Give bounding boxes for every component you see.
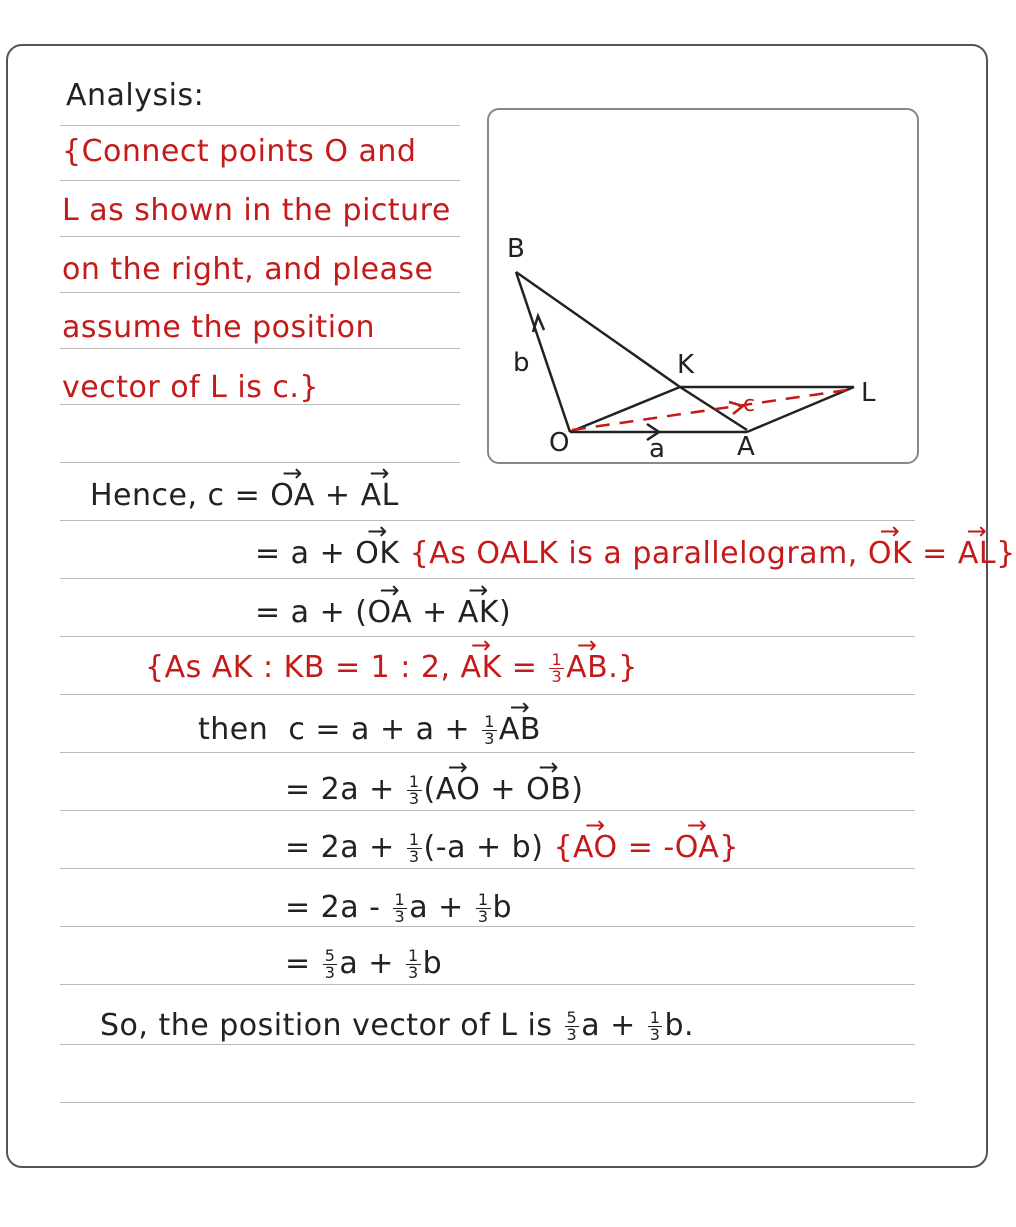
work-line: [285, 830, 739, 865]
expression-text: }: [719, 830, 739, 865]
fraction-numerator: 1: [551, 650, 563, 669]
segment-al: [747, 387, 854, 432]
vector-diagram: [487, 108, 919, 464]
arrow-c-icon: [729, 402, 743, 414]
segment-ka: [680, 387, 747, 430]
fraction-numerator: 1: [477, 890, 489, 909]
expression-text: +: [480, 772, 527, 807]
work-line: [285, 946, 442, 981]
work-line: [198, 712, 541, 747]
intro-line: L as shown in the picture: [62, 193, 451, 228]
expression-text: +: [412, 595, 458, 630]
expression-text: a +: [339, 946, 404, 981]
work-line: [100, 1008, 694, 1043]
expression-text: then c = a + a +: [198, 712, 481, 747]
fraction-numerator: 1: [408, 772, 420, 791]
expression-text: (-a + b): [423, 830, 554, 865]
vector-term: → OA: [675, 830, 720, 865]
intro-line: vector of L is c.}: [62, 370, 320, 405]
expression-text: = 2a +: [285, 830, 405, 865]
fraction-denominator: 3: [477, 907, 489, 926]
fraction: [323, 948, 338, 981]
ruled-line: [60, 694, 915, 695]
expression-text: = 2a -: [285, 890, 391, 925]
fraction-denominator: 3: [484, 729, 495, 748]
fraction: [549, 652, 564, 685]
fraction: [407, 774, 422, 807]
expression-text: b.: [664, 1008, 695, 1043]
work-line: [285, 772, 584, 807]
ruled-line: [60, 752, 915, 753]
vector-term: → AK: [461, 650, 502, 685]
expression-text: +: [314, 478, 361, 513]
fraction: [406, 948, 421, 981]
fraction: [648, 1010, 663, 1043]
intro-line: on the right, and please: [62, 252, 434, 287]
fraction-denominator: 3: [551, 667, 563, 686]
expression-text: So, the position vector of L is: [100, 1008, 563, 1043]
segment-bk: [516, 272, 680, 387]
ruled-line: [60, 125, 460, 126]
fraction: [407, 832, 422, 865]
fraction-numerator: 5: [324, 946, 336, 965]
ruled-line: [60, 520, 915, 521]
expression-text: }: [996, 536, 1016, 571]
label-o: O: [549, 428, 570, 458]
arrow-b-icon: [533, 316, 544, 332]
label-a-point: A: [737, 432, 755, 462]
ruled-line: [60, 1102, 915, 1103]
vector-term: → OK: [355, 536, 399, 571]
vector-term: → AO: [573, 830, 618, 865]
fraction: [476, 892, 491, 925]
label-c-vector: c: [743, 392, 756, 417]
vector-term: → AB: [499, 712, 541, 747]
fraction-numerator: 1: [649, 1008, 661, 1027]
work-line: [145, 650, 638, 685]
fraction: [393, 892, 408, 925]
fraction-numerator: 1: [484, 712, 495, 731]
fraction-numerator: 5: [566, 1008, 578, 1027]
label-k: K: [677, 350, 695, 380]
vector-term: → AO: [436, 772, 481, 807]
expression-text: a +: [409, 890, 474, 925]
fraction: [482, 714, 497, 747]
expression-text: =: [285, 946, 321, 981]
expression-text: b: [492, 890, 513, 925]
expression-text: = a + (: [255, 595, 368, 630]
ruled-line: [60, 348, 460, 349]
expression-text: {As AK : KB = 1 : 2,: [145, 650, 461, 685]
expression-text: (: [423, 772, 436, 807]
fraction-denominator: 3: [407, 963, 419, 982]
expression-text: = -: [617, 830, 675, 865]
fraction-numerator: 1: [407, 946, 419, 965]
fraction-denominator: 3: [394, 907, 406, 926]
label-b-point: B: [507, 234, 525, 264]
work-line: [255, 595, 511, 630]
expression-text: Hence, c =: [90, 478, 271, 513]
ruled-line: [60, 984, 915, 985]
vector-term: → OA: [270, 478, 315, 513]
expression-text: ): [571, 772, 584, 807]
intro-line: assume the position: [62, 310, 375, 345]
expression-text: =: [501, 650, 548, 685]
expression-text: = a +: [255, 536, 356, 571]
ruled-line: [60, 1044, 915, 1045]
fraction-denominator: 3: [566, 1025, 578, 1044]
expression-text: =: [912, 536, 958, 571]
fraction-numerator: 1: [394, 890, 406, 909]
work-line: [90, 478, 399, 513]
analysis-heading: Analysis:: [66, 78, 205, 113]
vector-term: → AL: [958, 536, 996, 571]
ruled-line: [60, 926, 915, 927]
ruled-line: [60, 462, 460, 463]
work-line: [285, 890, 512, 925]
ruled-line: [60, 810, 915, 811]
fraction-denominator: 3: [408, 789, 420, 808]
ruled-line: [60, 236, 460, 237]
expression-text: {As OALK is a parallelogram,: [399, 536, 868, 571]
vector-term: → OK: [868, 536, 912, 571]
label-l: L: [861, 378, 876, 408]
vector-term: → AB: [566, 650, 608, 685]
fraction-denominator: 3: [649, 1025, 661, 1044]
expression-text: = 2a +: [285, 772, 405, 807]
fraction-numerator: 1: [408, 830, 420, 849]
label-a-vector: a: [649, 434, 665, 464]
intro-line: {Connect points O and: [62, 134, 417, 169]
ruled-line: [60, 180, 460, 181]
fraction-denominator: 3: [324, 963, 336, 982]
work-line: [255, 536, 1016, 571]
ruled-line: [60, 868, 915, 869]
expression-text: {: [553, 830, 574, 865]
vector-term: → AK: [458, 595, 499, 630]
fraction-denominator: 3: [408, 847, 420, 866]
expression-text: b: [422, 946, 443, 981]
vector-term: → OB: [526, 772, 571, 807]
vector-term: → OA: [367, 595, 412, 630]
fraction: [565, 1010, 580, 1043]
segment-ok: [570, 387, 680, 432]
expression-text: ): [499, 595, 512, 630]
expression-text: .}: [608, 650, 638, 685]
expression-text: a +: [581, 1008, 646, 1043]
label-b-vector: b: [513, 348, 530, 378]
ruled-line: [60, 292, 460, 293]
vector-term: → AL: [361, 478, 399, 513]
